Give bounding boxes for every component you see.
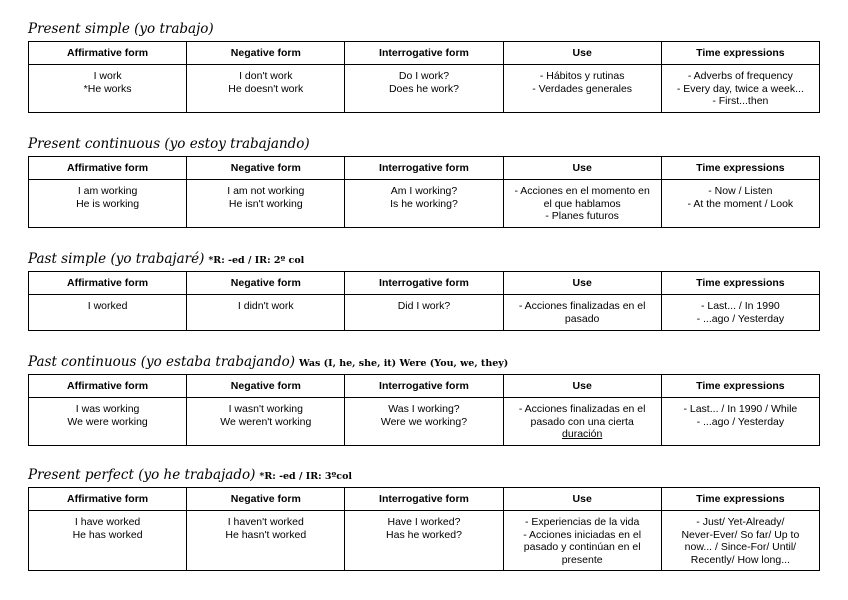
table-row bbox=[29, 398, 820, 446]
cell-affirmative bbox=[29, 398, 187, 446]
cell-use bbox=[503, 511, 661, 571]
cell-line: He hasn't worked bbox=[225, 528, 307, 541]
cell-line: presente bbox=[561, 553, 603, 566]
cell-interrogative bbox=[345, 398, 503, 446]
cell-line: - ...ago / Yesterday bbox=[696, 312, 785, 325]
cell-line: I am working bbox=[77, 185, 138, 197]
cell-time bbox=[661, 398, 819, 446]
cell-use bbox=[503, 295, 661, 331]
cell-interrogative bbox=[345, 180, 503, 228]
cell-line: Were we working? bbox=[380, 415, 468, 428]
cell-line: - Acciones finalizadas en el bbox=[518, 300, 646, 312]
tense-table bbox=[28, 156, 820, 228]
cell-line: Recently/ How long... bbox=[690, 553, 790, 566]
cell-affirmative bbox=[29, 511, 187, 571]
cell-line: - Acciones finalizadas en el bbox=[518, 403, 646, 415]
cell-line: I don't work bbox=[239, 70, 293, 82]
cell-line: - Planes futuros bbox=[545, 210, 619, 222]
table-row bbox=[29, 180, 820, 228]
cell-negative bbox=[187, 398, 345, 446]
cell-negative bbox=[187, 65, 345, 113]
cell-use bbox=[503, 398, 661, 446]
cell-line: Do I work? bbox=[398, 70, 450, 82]
cell-line: I am not working bbox=[227, 185, 305, 197]
cell-time bbox=[661, 295, 819, 331]
cell-line: I haven't worked bbox=[227, 516, 304, 528]
header-interrogative: Interrogative form bbox=[345, 488, 503, 511]
header-time: Time expressions bbox=[661, 375, 819, 398]
header-use: Use bbox=[503, 488, 661, 511]
header-affirmative: Affirmative form bbox=[29, 488, 187, 511]
cell-use bbox=[503, 65, 661, 113]
cell-line: I work bbox=[93, 70, 122, 82]
section-title-text: Present continuous (yo estoy trabajando) bbox=[28, 136, 310, 152]
cell-line: Does he work? bbox=[388, 82, 459, 95]
header-row bbox=[29, 375, 820, 398]
cell-line: pasado y continúan en el bbox=[523, 541, 641, 553]
cell-line: I didn't work bbox=[237, 300, 294, 312]
underlined-word: duración bbox=[562, 428, 603, 440]
cell-line: - Just/ Yet-Already/ bbox=[696, 516, 785, 528]
cell-time bbox=[661, 65, 819, 113]
header-time: Time expressions bbox=[661, 488, 819, 511]
cell-line: - Acciones iniciadas en el bbox=[523, 528, 642, 541]
header-row bbox=[29, 157, 820, 180]
cell-line: - First...then bbox=[712, 95, 769, 107]
cell-line: - Acciones en el momento en bbox=[514, 185, 650, 197]
cell-line: Has he worked? bbox=[386, 528, 462, 541]
header-negative: Negative form bbox=[187, 272, 345, 295]
cell-line: I have worked bbox=[74, 516, 141, 528]
cell-affirmative bbox=[29, 180, 187, 228]
header-use: Use bbox=[503, 272, 661, 295]
tense-table bbox=[28, 374, 820, 446]
header-affirmative: Affirmative form bbox=[29, 272, 187, 295]
cell-line: Never-Ever/ So far/ Up to bbox=[681, 528, 800, 541]
cell-interrogative bbox=[345, 65, 503, 113]
header-row bbox=[29, 488, 820, 511]
cell-line: He has worked bbox=[72, 528, 143, 541]
cell-line: Was I working? bbox=[388, 403, 460, 415]
section-present-continuous bbox=[28, 135, 820, 228]
section-past-continuous bbox=[28, 353, 820, 446]
section-title-text: Present simple (yo trabajo) bbox=[28, 21, 214, 37]
cell-line: Am I working? bbox=[390, 185, 458, 197]
cell-line: - Adverbs of frequency bbox=[687, 70, 793, 82]
header-use: Use bbox=[503, 42, 661, 65]
header-negative: Negative form bbox=[187, 375, 345, 398]
section-title bbox=[28, 135, 820, 153]
header-use: Use bbox=[503, 375, 661, 398]
header-interrogative: Interrogative form bbox=[345, 272, 503, 295]
header-affirmative: Affirmative form bbox=[29, 42, 187, 65]
header-negative: Negative form bbox=[187, 488, 345, 511]
section-title bbox=[28, 250, 820, 268]
section-title-text: Present perfect (yo he trabajado) bbox=[28, 467, 256, 483]
header-time: Time expressions bbox=[661, 272, 819, 295]
cell-line: now... / Since-For/ Until/ bbox=[684, 541, 797, 553]
cell-line: pasado bbox=[564, 312, 600, 325]
cell-line: Is he working? bbox=[390, 197, 458, 210]
header-affirmative: Affirmative form bbox=[29, 157, 187, 180]
cell-line: I was working bbox=[75, 403, 140, 415]
cell-line: - Last... / In 1990 / While bbox=[683, 403, 798, 415]
cell-line: I worked bbox=[87, 300, 128, 312]
section-title bbox=[28, 20, 820, 38]
cell-line: pasado con una cierta bbox=[530, 415, 634, 428]
section-note: Was (I, he, she, it) Were (You, we, they) bbox=[299, 358, 509, 369]
section-title bbox=[28, 466, 820, 484]
cell-line: - Experiencias de la vida bbox=[524, 516, 640, 528]
header-interrogative: Interrogative form bbox=[345, 375, 503, 398]
table-row bbox=[29, 511, 820, 571]
cell-line: - Hábitos y rutinas bbox=[539, 70, 625, 82]
header-row bbox=[29, 42, 820, 65]
cell-interrogative bbox=[345, 511, 503, 571]
cell-line: - Verdades generales bbox=[532, 82, 633, 95]
header-time: Time expressions bbox=[661, 157, 819, 180]
section-present-perfect bbox=[28, 466, 820, 571]
cell-line bbox=[508, 428, 657, 441]
tense-table bbox=[28, 41, 820, 113]
cell-line: - Every day, twice a week... bbox=[676, 82, 804, 95]
tense-table bbox=[28, 271, 820, 331]
cell-line: He isn't working bbox=[228, 197, 303, 210]
header-time: Time expressions bbox=[661, 42, 819, 65]
cell-negative bbox=[187, 295, 345, 331]
section-title bbox=[28, 353, 820, 371]
cell-line: el que hablamos bbox=[543, 197, 621, 210]
header-negative: Negative form bbox=[187, 42, 345, 65]
section-note: *R: -ed / IR: 2º col bbox=[208, 255, 305, 266]
header-interrogative: Interrogative form bbox=[345, 157, 503, 180]
cell-time bbox=[661, 180, 819, 228]
cell-interrogative bbox=[345, 295, 503, 331]
header-negative: Negative form bbox=[187, 157, 345, 180]
header-use: Use bbox=[503, 157, 661, 180]
cell-line: He is working bbox=[76, 197, 140, 210]
section-note: *R: -ed / IR: 3ºcol bbox=[259, 471, 353, 482]
cell-negative bbox=[187, 180, 345, 228]
table-row bbox=[29, 295, 820, 331]
table-row bbox=[29, 65, 820, 113]
cell-line: - At the moment / Look bbox=[687, 197, 794, 210]
header-interrogative: Interrogative form bbox=[345, 42, 503, 65]
cell-line: Did I work? bbox=[397, 300, 451, 312]
section-past-simple bbox=[28, 250, 820, 331]
cell-negative bbox=[187, 511, 345, 571]
tense-table bbox=[28, 487, 820, 571]
section-present-simple bbox=[28, 20, 820, 113]
cell-line: - Now / Listen bbox=[708, 185, 773, 197]
cell-line: We weren't working bbox=[220, 415, 312, 428]
cell-line: *He works bbox=[83, 82, 132, 95]
cell-affirmative bbox=[29, 65, 187, 113]
cell-line: Have I worked? bbox=[387, 516, 461, 528]
cell-use bbox=[503, 180, 661, 228]
cell-line: - ...ago / Yesterday bbox=[696, 415, 785, 428]
cell-time bbox=[661, 511, 819, 571]
cell-line: I wasn't working bbox=[228, 403, 303, 415]
cell-affirmative bbox=[29, 295, 187, 331]
header-affirmative: Affirmative form bbox=[29, 375, 187, 398]
section-title-text: Past continuous (yo estaba trabajando) bbox=[28, 354, 295, 370]
cell-line: He doesn't work bbox=[228, 82, 304, 95]
cell-line: We were working bbox=[67, 415, 148, 428]
cell-line: - Last... / In 1990 bbox=[700, 300, 780, 312]
header-row bbox=[29, 272, 820, 295]
section-title-text: Past simple (yo trabajaré) bbox=[28, 251, 205, 267]
